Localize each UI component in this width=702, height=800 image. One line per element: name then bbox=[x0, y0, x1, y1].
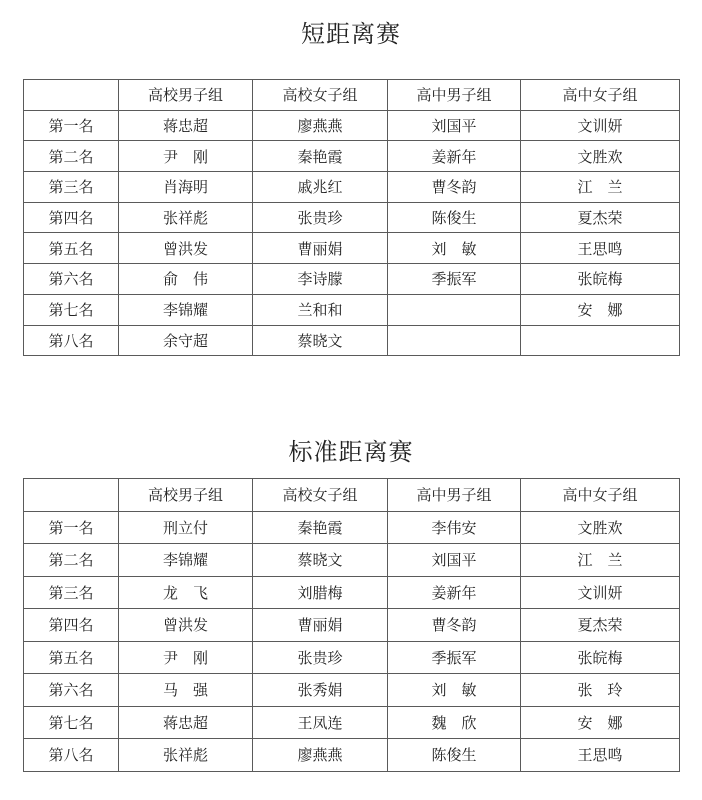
rank-cell: 第六名 bbox=[24, 264, 119, 295]
table-cell: 夏杰荣 bbox=[521, 609, 680, 642]
rank-cell: 第四名 bbox=[24, 609, 119, 642]
header-cell: 高校女子组 bbox=[253, 80, 388, 111]
rank-cell: 第八名 bbox=[24, 325, 119, 356]
table-cell: 陈俊生 bbox=[388, 739, 521, 772]
rank-cell: 第二名 bbox=[24, 544, 119, 577]
table-cell: 王凤连 bbox=[253, 706, 388, 739]
table-cell: 张秀娟 bbox=[253, 674, 388, 707]
table-row bbox=[24, 202, 680, 233]
table-row bbox=[24, 325, 680, 356]
table-cell: 文训妍 bbox=[521, 576, 680, 609]
table-header-row bbox=[24, 479, 680, 512]
table-cell: 龙 飞 bbox=[119, 576, 253, 609]
table-row bbox=[24, 233, 680, 264]
table-cell: 尹 刚 bbox=[119, 141, 253, 172]
table-row bbox=[24, 110, 680, 141]
table-cell: 余守超 bbox=[119, 325, 253, 356]
rank-cell: 第七名 bbox=[24, 294, 119, 325]
rank-cell: 第八名 bbox=[24, 739, 119, 772]
table-cell: 王思鸣 bbox=[521, 739, 680, 772]
table-cell: 刘国平 bbox=[388, 544, 521, 577]
table-cell: 廖燕燕 bbox=[253, 739, 388, 772]
standard-distance-table bbox=[23, 478, 680, 772]
table-row bbox=[24, 706, 680, 739]
table-cell: 曹冬韵 bbox=[388, 172, 521, 203]
rank-cell: 第七名 bbox=[24, 706, 119, 739]
header-cell bbox=[24, 479, 119, 512]
rank-cell: 第三名 bbox=[24, 172, 119, 203]
table-cell: 夏杰荣 bbox=[521, 202, 680, 233]
table-row bbox=[24, 641, 680, 674]
table-cell: 李诗朦 bbox=[253, 264, 388, 295]
table-row bbox=[24, 576, 680, 609]
table-cell: 李锦耀 bbox=[119, 544, 253, 577]
table-cell: 刘 敏 bbox=[388, 674, 521, 707]
table-cell: 肖海明 bbox=[119, 172, 253, 203]
table-cell: 刘国平 bbox=[388, 110, 521, 141]
table-cell: 安 娜 bbox=[521, 706, 680, 739]
table-cell bbox=[521, 325, 680, 356]
table-cell: 张祥彪 bbox=[119, 202, 253, 233]
table-cell: 曾洪发 bbox=[119, 609, 253, 642]
table-cell: 曹丽娟 bbox=[253, 233, 388, 264]
rank-cell: 第三名 bbox=[24, 576, 119, 609]
table-cell: 蔡晓文 bbox=[253, 325, 388, 356]
table-cell: 马 强 bbox=[119, 674, 253, 707]
rank-cell: 第一名 bbox=[24, 511, 119, 544]
rank-cell: 第五名 bbox=[24, 641, 119, 674]
rank-cell: 第六名 bbox=[24, 674, 119, 707]
rank-cell: 第五名 bbox=[24, 233, 119, 264]
table-cell: 尹 刚 bbox=[119, 641, 253, 674]
table-cell bbox=[388, 325, 521, 356]
rank-cell: 第一名 bbox=[24, 110, 119, 141]
header-cell bbox=[24, 80, 119, 111]
standard-distance-title: 标准距离赛 bbox=[288, 438, 414, 466]
header-cell: 高中男子组 bbox=[388, 479, 521, 512]
table-header-row bbox=[24, 80, 680, 111]
header-cell: 高校男子组 bbox=[119, 80, 253, 111]
table-cell: 张皖梅 bbox=[521, 641, 680, 674]
table-row bbox=[24, 511, 680, 544]
table-cell: 姜新年 bbox=[388, 141, 521, 172]
rank-cell: 第四名 bbox=[24, 202, 119, 233]
table-cell: 文训妍 bbox=[521, 110, 680, 141]
header-cell: 高中男子组 bbox=[388, 80, 521, 111]
table-cell: 刘 敏 bbox=[388, 233, 521, 264]
table-row bbox=[24, 264, 680, 295]
table-row bbox=[24, 674, 680, 707]
table-cell: 曾洪发 bbox=[119, 233, 253, 264]
rank-cell: 第二名 bbox=[24, 141, 119, 172]
table-cell: 蒋忠超 bbox=[119, 706, 253, 739]
table-row bbox=[24, 294, 680, 325]
table-cell: 戚兆红 bbox=[253, 172, 388, 203]
short-distance-title: 短距离赛 bbox=[301, 20, 401, 48]
header-cell: 高校女子组 bbox=[253, 479, 388, 512]
table-cell: 刘腊梅 bbox=[253, 576, 388, 609]
table-cell: 江 兰 bbox=[521, 172, 680, 203]
table-cell: 曹丽娟 bbox=[253, 609, 388, 642]
table-cell: 俞 伟 bbox=[119, 264, 253, 295]
table-cell: 秦艳霞 bbox=[253, 511, 388, 544]
table-cell: 曹冬韵 bbox=[388, 609, 521, 642]
short-distance-table bbox=[23, 79, 680, 356]
table-cell: 文胜欢 bbox=[521, 511, 680, 544]
table-cell: 秦艳霞 bbox=[253, 141, 388, 172]
table-cell: 张皖梅 bbox=[521, 264, 680, 295]
table-cell: 陈俊生 bbox=[388, 202, 521, 233]
table-cell: 江 兰 bbox=[521, 544, 680, 577]
table-cell: 蔡晓文 bbox=[253, 544, 388, 577]
table-row bbox=[24, 544, 680, 577]
table-cell bbox=[388, 294, 521, 325]
table-row bbox=[24, 609, 680, 642]
table-cell: 魏 欣 bbox=[388, 706, 521, 739]
header-cell: 高中女子组 bbox=[521, 80, 680, 111]
table-cell: 李锦耀 bbox=[119, 294, 253, 325]
table-cell: 王思鸣 bbox=[521, 233, 680, 264]
table-cell: 张祥彪 bbox=[119, 739, 253, 772]
table-cell: 李伟安 bbox=[388, 511, 521, 544]
table-cell: 蒋忠超 bbox=[119, 110, 253, 141]
table-cell: 兰和和 bbox=[253, 294, 388, 325]
table-row bbox=[24, 141, 680, 172]
table-cell: 张贵珍 bbox=[253, 641, 388, 674]
table-cell: 季振军 bbox=[388, 264, 521, 295]
table-cell: 刑立付 bbox=[119, 511, 253, 544]
table-cell: 张贵珍 bbox=[253, 202, 388, 233]
table-cell: 安 娜 bbox=[521, 294, 680, 325]
table-cell: 季振军 bbox=[388, 641, 521, 674]
header-cell: 高中女子组 bbox=[521, 479, 680, 512]
table-row bbox=[24, 172, 680, 203]
header-cell: 高校男子组 bbox=[119, 479, 253, 512]
table-cell: 姜新年 bbox=[388, 576, 521, 609]
table-row bbox=[24, 739, 680, 772]
table-cell: 廖燕燕 bbox=[253, 110, 388, 141]
table-cell: 张 玲 bbox=[521, 674, 680, 707]
table-cell: 文胜欢 bbox=[521, 141, 680, 172]
